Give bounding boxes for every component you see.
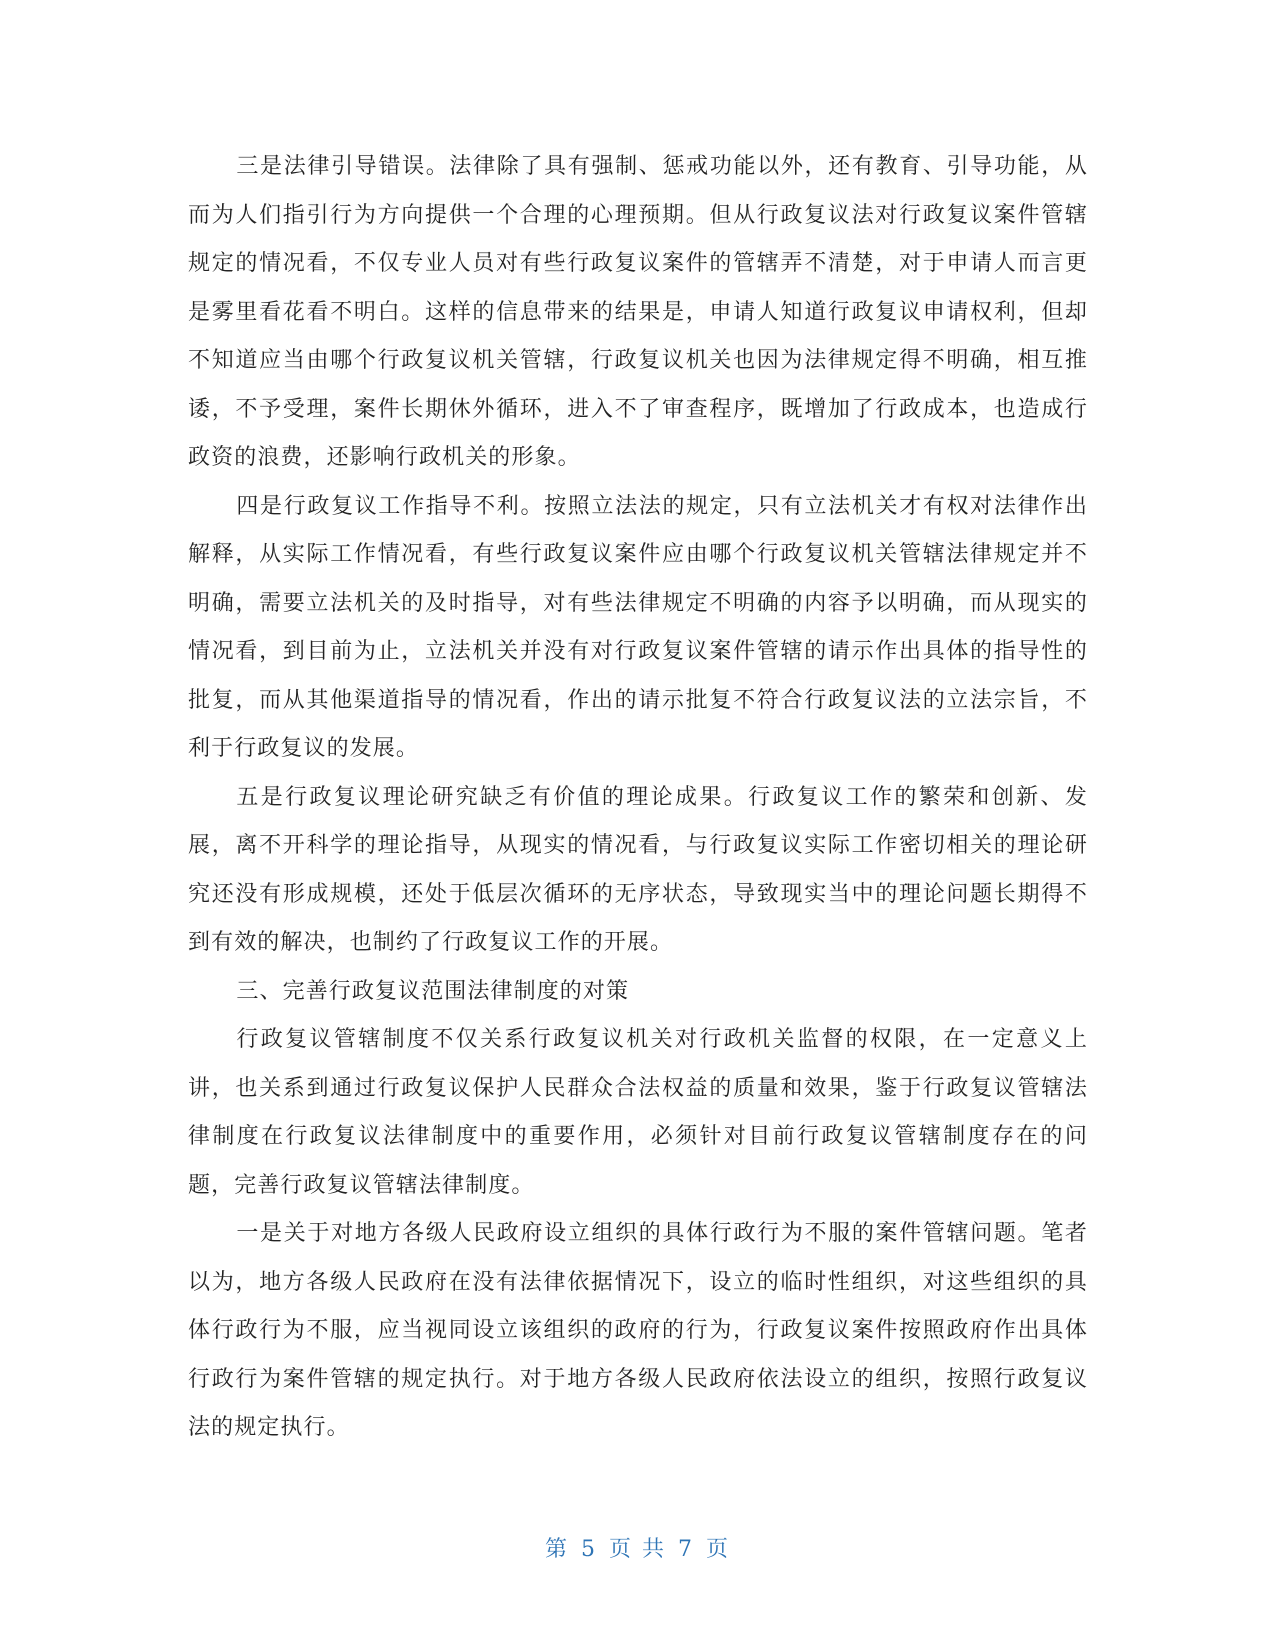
section-heading: 三、完善行政复议范围法律制度的对策 — [236, 978, 630, 1004]
footer-middle: 页 共 — [609, 1537, 666, 1562]
footer-suffix: 页 — [706, 1537, 731, 1562]
paragraph-work-guidance: 四是行政复议工作指导不利。按照立法法的规定，只有立法机关才有权对法律作出解释，从实际工作情况看，有些行政复议案件应由哪个行政复议机关管辖法律规定并不明确，需要立法机关的及时指导，对有些法律规定不明确的内容予以明确，而从现实的情况看，到目前为止，立法机关并没有对行政复议案件管辖的请示作出具体的指导性的批复，而从其他渠道指导的情况看，作出的请示批复不符合行政复议法的立法宗旨，不利于行政复议的发展。 — [188, 493, 1088, 761]
paragraph-local-government-organizations: 一是关于对地方各级人民政府设立组织的具体行政行为不服的案件管辖问题。笔者以为，地方各级人民政府在没有法律依据情况下，设立的临时性组织，对这些组织的具体行政行为不服，应当视同设立该组织的政府的行为，行政复议案件按照政府作出具体行政行为案件管辖的规定执行。对于地方各级人民政府依法设立的组织，按照行政复议法的规定执行。 — [188, 1221, 1088, 1440]
paragraph-jurisdiction-system: 行政复议管辖制度不仅关系行政复议机关对行政机关监督的权限，在一定意义上讲，也关系到通过行政复议保护人民群众合法权益的质量和效果，鉴于行政复议管辖法律制度在行政复议法律制度中的重要作用，必须针对目前行政复议管辖制度存在的问题，完善行政复议管辖法律制度。 — [188, 1027, 1088, 1198]
footer-prefix: 第 — [544, 1537, 569, 1562]
document-body — [188, 143, 1088, 1453]
paragraph-legal-guidance-error: 三是法律引导错误。法律除了具有强制、惩戒功能以外，还有教育、引导功能，从而为人们指引行为方向提供一个合理的心理预期。但从行政复议法对行政复议案件管辖规定的情况看，不仅专业人员对有些行政复议案件的管辖弄不清楚，对于申请人而言更是雾里看花看不明白。这样的信息带来的结果是，申请人知道行政复议申请权利，但却不知道应当由哪个行政复议机关管辖，行政复议机关也因为法律规定得不明确，相互推诿，不予受理，案件长期休外循环，进入不了审查程序，既增加了行政成本，也造成行政资的浪费，还影响行政机关的形象。 — [188, 154, 1088, 470]
page-number-footer — [0, 1532, 1275, 1563]
paragraph-theory-research: 五是行政复议理论研究缺乏有价值的理论成果。行政复议工作的繁荣和创新、发展，离不开科学的理论指导，从现实的情况看，与行政复议实际工作密切相关的理论研究还没有形成规模，还处于低层次循环的无序状态，导致现实当中的理论问题长期得不到有效的解决，也制约了行政复议工作的开展。 — [188, 784, 1088, 955]
footer-total-pages: 7 — [678, 1537, 694, 1562]
footer-current-page: 5 — [581, 1537, 597, 1562]
